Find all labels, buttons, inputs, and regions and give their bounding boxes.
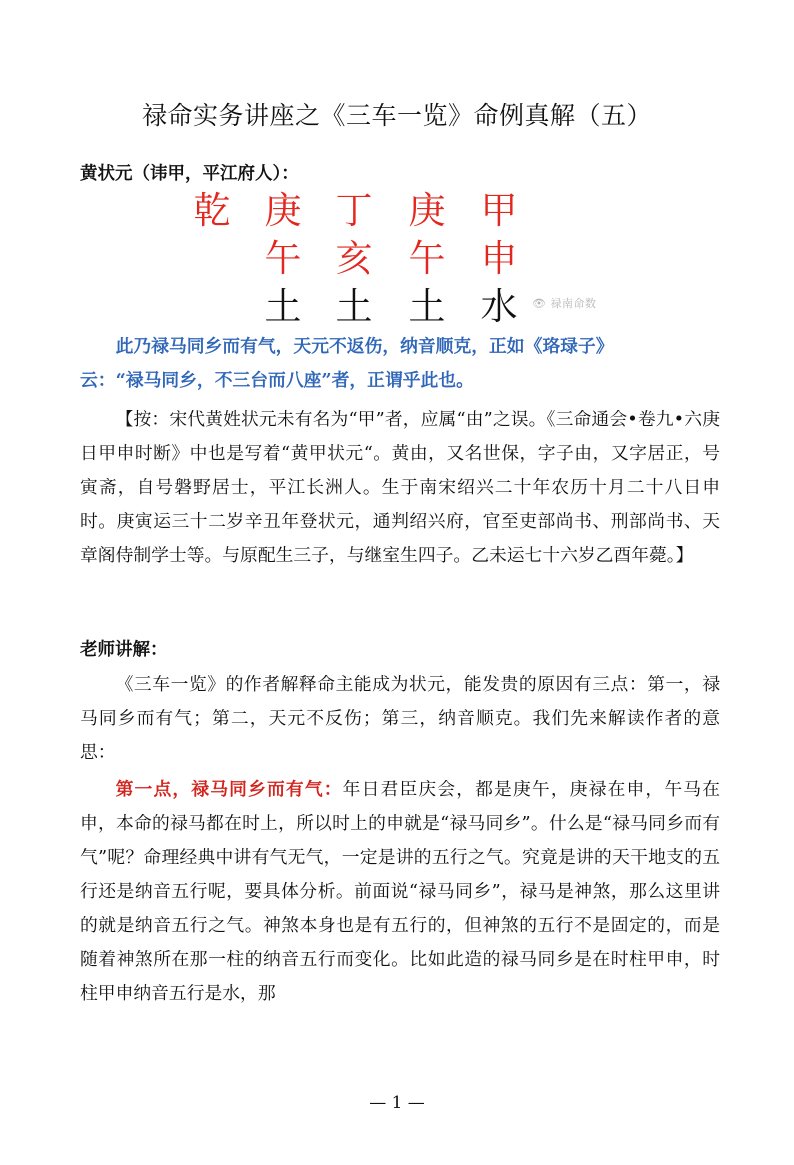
chart-nayin-year: 土 — [264, 285, 302, 328]
chart-branch-year: 午 — [264, 237, 302, 280]
quote-line-2: 云：“禄马同乡，不三台而八座”者，正谓乎此也。 — [80, 370, 474, 391]
author-note — [80, 403, 720, 573]
page-number: — 1 — — [369, 1093, 425, 1113]
chart-stem-day: 庚 — [408, 189, 446, 232]
page-title: 禄命实务讲座之《三车一览》命例真解（五） — [141, 101, 652, 130]
chart-stem-month: 丁 — [335, 189, 373, 232]
chart-stem-year: 庚 — [264, 189, 302, 232]
chart-stem-hour: 甲 — [480, 189, 518, 232]
teacher-heading: 老师讲解： — [80, 640, 168, 660]
watermark: 👁 禄南命数 — [532, 297, 597, 310]
point-one — [80, 773, 720, 1011]
chart-nayin-day: 土 — [408, 285, 446, 328]
chart-nayin-month: 土 — [335, 285, 373, 328]
case-heading: 黄状元（讳甲，平江府人）： — [80, 164, 299, 184]
chart-branch-day: 午 — [408, 237, 446, 280]
chart-branch-month: 亥 — [335, 237, 373, 280]
point-one-label: 第一点，禄马同乡而有气： — [115, 779, 343, 800]
intro-text: 《三车一览》的作者解释命主能成为状元，能发贵的原因有三点：第一，禄马同乡而有气；第二，天元不反伤；第三，纳音顺克。我们先来解读作者的意思： — [80, 674, 720, 763]
chart-branch-hour: 申 — [480, 237, 518, 280]
classical-quote — [80, 330, 720, 398]
chart-nayin-hour: 水 — [480, 285, 518, 328]
point-one-paragraph — [80, 773, 720, 1011]
point-one-text: 年日君臣庆会，都是庚午，庚禄在申，午马在申，本命的禄马都在时上，所以时上的申就是“禄马同乡”。什么是“禄马同乡而有气”呢？命理经典中讲有气无气，一定是讲的五行之气。究竟是讲的天干地支的五行还是纳音五行呢，要具体分析。前面说“禄马同乡”，禄马是神煞，那么这里讲的就是纳音五行之气。神煞本身也是有五行的，但神煞的五行不是固定的，而是随着神煞所在那一柱的纳音五行而变化。比如此造的禄马同乡是在时柱甲申，时柱甲申纳音五行是水，那 — [80, 779, 720, 1004]
note-text: 【按：宋代黄姓状元未有名为“甲”者，应属“由”之误。《三命通会•卷九•六庚日甲申时断》中也是写着“黄甲状元“。黄由，又名世保，字子由，又字居正，号寅斋，自号磐野居士，平江长洲人。生于南宋绍兴二十年农历十月二十八日申时。庚寅运三十二岁辛丑年登状元，通判绍兴府，官至吏部尚书、刑部尚书、天章阁侍制学士等。与原配生三子，与继室生四子。乙未运七十六岁乙酉年薨。】 — [80, 409, 720, 566]
teacher-intro — [80, 668, 720, 770]
quote-line-1: 此乃禄马同乡而有气，天元不返伤，纳音顺克，正如《珞琭子》 — [115, 336, 614, 357]
chart-gender-char: 乾 — [193, 189, 231, 232]
